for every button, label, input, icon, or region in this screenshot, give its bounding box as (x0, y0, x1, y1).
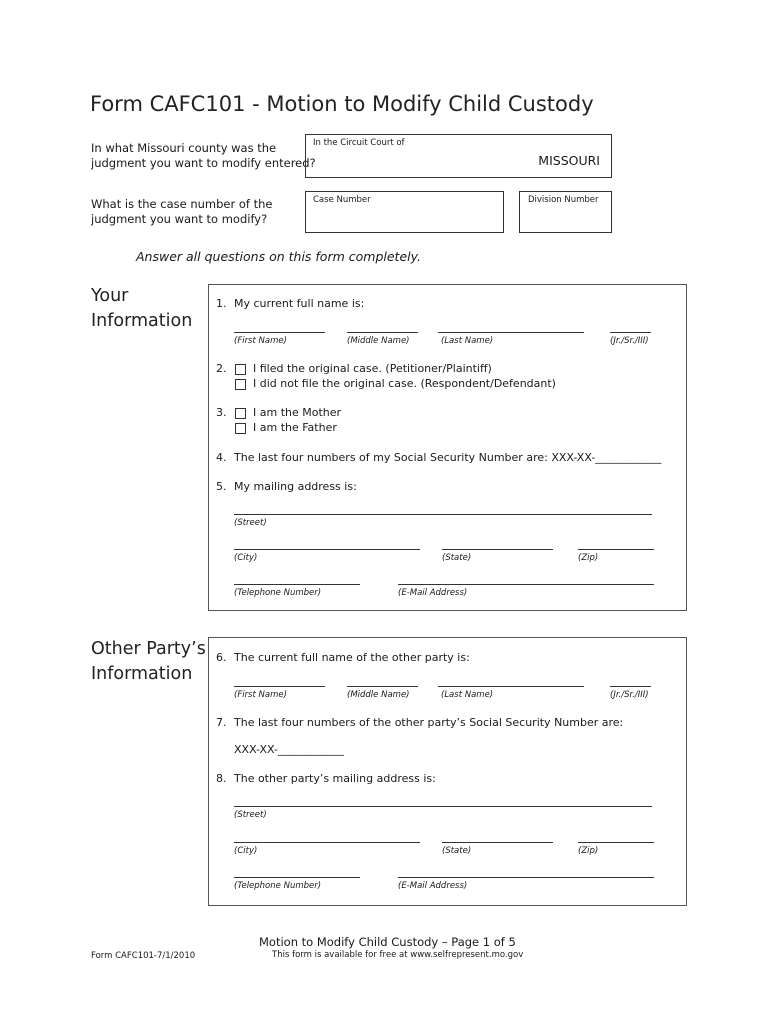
q7-text: The last four numbers of the other party’s Social Security Number are: (234, 716, 624, 729)
q5-text: My mailing address is: (234, 480, 357, 493)
q7-ssn[interactable]: XXX-XX-____________ (234, 743, 344, 756)
other-suffix-label: (Jr./Sr./III) (610, 690, 649, 700)
footer-page-title: Motion to Modify Child Custody – Page 1 of 5 (259, 935, 516, 949)
division-number-field[interactable] (519, 191, 612, 233)
suffix-label: (Jr./Sr./III) (610, 336, 649, 346)
q2-option1: I filed the original case. (Petitioner/Plaintiff) (253, 362, 492, 375)
instruction-text: Answer all questions on this form completely. (136, 249, 422, 264)
other-last-name-line[interactable] (438, 686, 584, 687)
other-party-heading-line1: Other Party’s (91, 639, 206, 659)
zip-line[interactable] (578, 549, 654, 550)
other-city-label: (City) (234, 846, 258, 856)
other-street-line[interactable] (234, 806, 652, 807)
other-phone-line[interactable] (234, 877, 360, 878)
circuit-court-field[interactable] (305, 134, 612, 178)
q6-number: 6. (216, 651, 227, 664)
suffix-line[interactable] (610, 332, 651, 333)
middle-name-line[interactable] (347, 332, 418, 333)
footer-form-id: Form CAFC101-7/1/2010 (91, 951, 196, 961)
other-first-name-label: (First Name) (234, 690, 287, 700)
phone-line[interactable] (234, 584, 360, 585)
footer-availability: This form is available for free at www.selfrepresent.mo.gov (272, 950, 524, 960)
q3-option2: I am the Father (253, 421, 337, 434)
petitioner-checkbox[interactable] (235, 364, 246, 375)
phone-label: (Telephone Number) (234, 588, 322, 598)
city-label: (City) (234, 553, 258, 563)
q4-number: 4. (216, 451, 227, 464)
q2-option2: I did not file the original case. (Respondent/Defendant) (253, 377, 556, 390)
email-line[interactable] (398, 584, 654, 585)
email-label: (E-Mail Address) (398, 588, 468, 598)
case-question: What is the case number of the judgment you want to modify? (91, 197, 273, 226)
first-name-line[interactable] (234, 332, 325, 333)
q8-text: The other party’s mailing address is: (234, 772, 436, 785)
q2-number: 2. (216, 362, 227, 375)
mother-checkbox[interactable] (235, 408, 246, 419)
other-party-heading-line2: Information (91, 664, 193, 684)
case-number-label: Case Number (313, 195, 371, 205)
your-info-panel (208, 284, 687, 611)
city-line[interactable] (234, 549, 420, 550)
other-state-line[interactable] (442, 842, 553, 843)
last-name-line[interactable] (438, 332, 584, 333)
other-phone-label: (Telephone Number) (234, 881, 322, 891)
your-info-heading (91, 284, 192, 334)
other-last-name-label: (Last Name) (441, 690, 494, 700)
your-info-heading-line1: Your (91, 286, 129, 306)
case-number-field[interactable] (305, 191, 504, 233)
county-question: In what Missouri county was the judgment you want to modify entered? (91, 141, 316, 170)
q5-number: 5. (216, 480, 227, 493)
other-zip-line[interactable] (578, 842, 654, 843)
other-street-label: (Street) (234, 810, 267, 820)
other-suffix-line[interactable] (610, 686, 651, 687)
q4-text: The last four numbers of my Social Security Number are: XXX-XX-____________ (234, 451, 662, 464)
other-city-line[interactable] (234, 842, 420, 843)
state-line[interactable] (442, 549, 553, 550)
q1-text: My current full name is: (234, 297, 365, 310)
other-party-heading (91, 637, 206, 687)
other-state-label: (State) (442, 846, 472, 856)
other-zip-label: (Zip) (578, 846, 599, 856)
q3-number: 3. (216, 406, 227, 419)
other-first-name-line[interactable] (234, 686, 325, 687)
circuit-court-label: In the Circuit Court of (313, 138, 405, 148)
middle-name-label: (Middle Name) (347, 336, 410, 346)
q7-number: 7. (216, 716, 227, 729)
q8-number: 8. (216, 772, 227, 785)
last-name-label: (Last Name) (441, 336, 494, 346)
q6-text: The current full name of the other party is: (234, 651, 470, 664)
other-email-line[interactable] (398, 877, 654, 878)
page-title: Form CAFC101 - Motion to Modify Child Custody (90, 92, 594, 116)
q3-option1: I am the Mother (253, 406, 342, 419)
other-middle-name-label: (Middle Name) (347, 690, 410, 700)
state-label: (State) (442, 553, 472, 563)
zip-label: (Zip) (578, 553, 599, 563)
other-email-label: (E-Mail Address) (398, 881, 468, 891)
other-party-panel (208, 637, 687, 906)
q1-number: 1. (216, 297, 227, 310)
respondent-checkbox[interactable] (235, 379, 246, 390)
division-number-label: Division Number (528, 195, 599, 205)
your-info-heading-line2: Information (91, 311, 193, 331)
other-middle-name-line[interactable] (347, 686, 418, 687)
first-name-label: (First Name) (234, 336, 287, 346)
circuit-state: MISSOURI (538, 153, 600, 168)
street-line[interactable] (234, 514, 652, 515)
street-label: (Street) (234, 518, 267, 528)
father-checkbox[interactable] (235, 423, 246, 434)
